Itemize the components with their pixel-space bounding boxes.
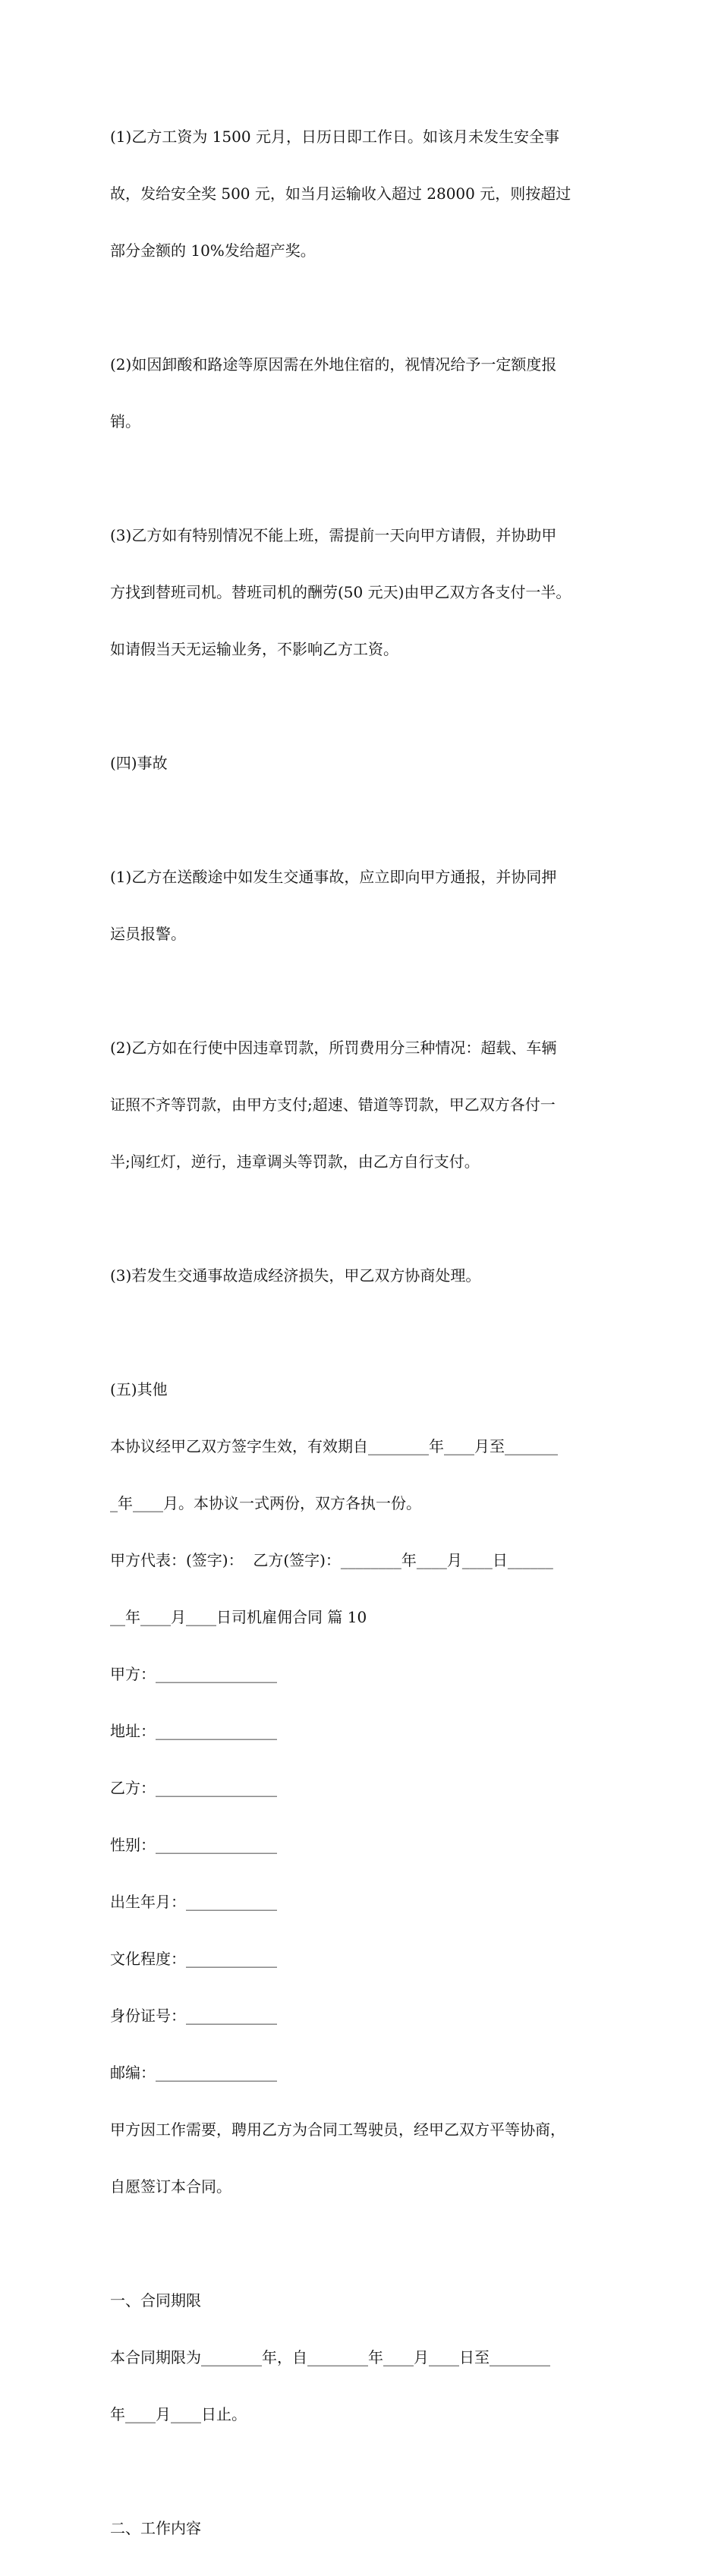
form-field-birth: 出生年月：____________ xyxy=(110,1893,277,1911)
text-line: 运员报警。 xyxy=(110,925,186,943)
text-line: 故，发给安全奖 500 元，如当月运输收入超过 28000 元，则按超过 xyxy=(110,184,571,203)
text-line: 如请假当天无运输业务，不影响乙方工资。 xyxy=(110,640,398,658)
text-line: 甲方因工作需要，聘用乙方为合同工驾驶员，经甲乙双方平等协商， xyxy=(110,2120,565,2139)
paragraph-salary xyxy=(110,90,626,298)
text-line: (3)若发生交通事故造成经济损失，甲乙双方协商处理。 xyxy=(110,1266,481,1285)
heading-text: 二、工作内容 xyxy=(110,2519,201,2537)
heading-text: (五)其他 xyxy=(110,1380,168,1398)
form-field-postcode: 邮编：________________ xyxy=(110,2064,277,2082)
text-line: 本合同期限为________年，自________年____月____日至________ xyxy=(110,2348,550,2366)
form-field-id-number: 身份证号：____________ xyxy=(110,2007,277,2025)
text-line: 自愿签订本合同。 xyxy=(110,2177,231,2196)
section-heading-accident xyxy=(110,716,626,811)
text-line: _年____月。本协议一式两份，双方各执一份。 xyxy=(110,1494,421,1512)
text-line: 半;闯红灯，逆行，违章调头等罚款，由乙方自行支付。 xyxy=(110,1152,480,1171)
section-work-content xyxy=(110,2481,626,2576)
text-line: 证照不齐等罚款，由甲方支付;超速、错道等罚款，甲乙双方各付一 xyxy=(110,1096,556,1114)
heading-text: (四)事故 xyxy=(110,754,168,772)
text-line: __年____月____日司机雇佣合同 篇 10 xyxy=(110,1608,367,1626)
text-line: (2)如因卸酸和路途等原因需在外地住宿的，视情况给予一定额度报 xyxy=(110,355,557,374)
document-page xyxy=(110,90,626,2576)
heading-text: 一、合同期限 xyxy=(110,2291,201,2310)
text-line: (1)乙方在送酸途中如发生交通事故，应立即向甲方通报，并协同押 xyxy=(110,868,557,886)
paragraph-fines xyxy=(110,1001,626,1209)
paragraph-leave xyxy=(110,488,626,697)
text-line: (3)乙方如有特别情况不能上班，需提前一天向甲方请假，并协助甲 xyxy=(110,526,557,544)
form-field-gender: 性别：________________ xyxy=(110,1836,277,1854)
section-contract-term xyxy=(110,2253,626,2462)
text-line: 方找到替班司机。替班司机的酬劳(50 元天)由甲乙双方各支付一半。 xyxy=(110,583,571,601)
form-field-education: 文化程度：____________ xyxy=(110,1950,277,1968)
text-line: (2)乙方如在行使中因违章罚款，所罚费用分三种情况：超载、车辆 xyxy=(110,1039,557,1057)
section-other xyxy=(110,1342,626,2234)
text-line: 本协议经甲乙双方签字生效，有效期自________年____月至_______ xyxy=(110,1437,558,1455)
text-line: 销。 xyxy=(110,412,140,430)
text-line: 年____月____日止。 xyxy=(110,2405,247,2423)
form-field-party-a: 甲方：________________ xyxy=(110,1665,277,1683)
paragraph-loss xyxy=(110,1228,626,1323)
form-field-address: 地址：________________ xyxy=(110,1722,277,1740)
form-field-party-b: 乙方：________________ xyxy=(110,1779,277,1797)
text-line: (1)乙方工资为 1500 元月，日历日即工作日。如该月未发生安全事 xyxy=(110,128,559,146)
paragraph-accident-report xyxy=(110,830,626,982)
paragraph-lodging xyxy=(110,317,626,469)
text-line: 甲方代表：(签字)： 乙方(签字)：________年____月____日______ xyxy=(110,1551,553,1569)
text-line: 部分金额的 10%发给超产奖。 xyxy=(110,241,316,260)
